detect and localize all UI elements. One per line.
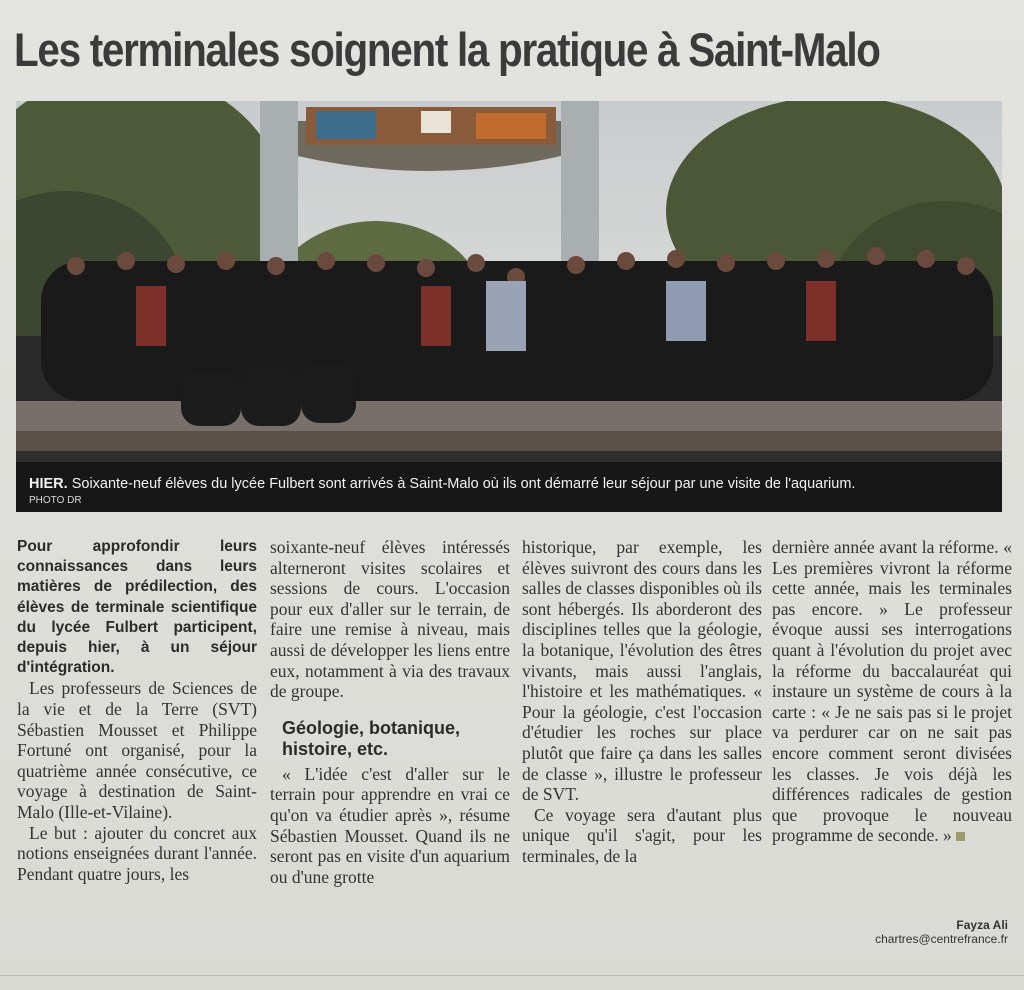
article-headline: Les terminales soignent la pratique à Saint-Malo (14, 23, 880, 76)
photo-credit: PHOTO DR (29, 495, 82, 506)
paragraph (772, 537, 1012, 846)
photo-caption-bar (16, 462, 1002, 512)
end-mark-icon (956, 832, 965, 841)
column-2 (270, 537, 510, 887)
paragraph: historique, par exemple, les élèves suivront des cours dans les salles de classes disponibles où ils sont hébergés. Ils aborderont des disciplines telles que la géologie, la botanique, l'évolution des êtres vivants, mais aussi l'anglais, l'histoire et les mathématiques. « Pour la géologie, c'est l'occasion d'étudier les roches sur place plutôt que faire ça dans les salles de classe », illustre le professeur de SVT. (522, 537, 762, 805)
bottom-rule (0, 975, 1024, 976)
paragraph: Ce voyage sera d'autant plus unique qu'il s'agit, pour les terminales, de la (522, 804, 762, 866)
column-1 (17, 537, 257, 884)
article-photo (16, 101, 1002, 512)
article-chapo: Pour approfondir leurs connaissances dans leurs matières de prédilection, des élèves de terminale scientifique du lycée Fulbert participent, depuis hier, à un séjour d'intégration. (17, 538, 257, 677)
paragraph: Les professeurs de Sciences de la vie et de la Terre (SVT) Sébastien Mousset et Philippe Fortuné ont organisé, pour la quatrième année consécutive, ce voyage à destination de Saint-Malo (Ille-et-Vilaine). (17, 678, 257, 822)
author-email: chartres@centrefrance.fr (875, 932, 1008, 946)
paragraph: « L'idée c'est d'aller sur le terrain pour apprendre en vrai ce qu'on va étudier après », résume Sébastien Mousset. Quand ils ne seront pas en visite d'un aquarium ou d'une grotte (270, 763, 510, 887)
photo-caption (29, 476, 855, 492)
caption-lead: HIER. (29, 476, 68, 492)
caption-text: Soixante-neuf élèves du lycée Fulbert sont arrivés à Saint-Malo où ils ont démarré leur séjour par une visite de l'aquarium. (71, 476, 856, 492)
paragraph: soixante-neuf élèves intéressés alterneront visites scolaires et sessions de cours. L'occasion pour eux d'aller sur le terrain, de faire une remise à niveau, mais aussi de développer les liens entre eux, notamment à via des travaux de groupe. (270, 537, 510, 702)
paragraph-text: dernière année avant la réforme. « Les premières vivront la réforme cette année, mais les terminales pas encore. » Le professeur évoque aussi ses interrogations quant à l'évolution du projet avec la réforme du baccalauréat qui instaure un système de cours à la carte : « Je ne sais pas si le projet va perdurer car on ne sait pas encore comment seront divisées les classes. Je vois déjà les différences radicales de gestion que provoque le nouveau programme de seconde. » (772, 537, 1012, 846)
article-subhead: Géologie, botanique, histoire, etc. (282, 717, 461, 759)
byline (875, 918, 1008, 946)
column-3 (522, 537, 762, 867)
group-photo-illustration (16, 101, 1002, 512)
paragraph: Le but : ajouter du concret aux notions enseignées durant l'année. Pendant quatre jours, les (17, 822, 257, 884)
author-name: Fayza Ali (956, 918, 1008, 932)
column-4 (772, 537, 1012, 846)
